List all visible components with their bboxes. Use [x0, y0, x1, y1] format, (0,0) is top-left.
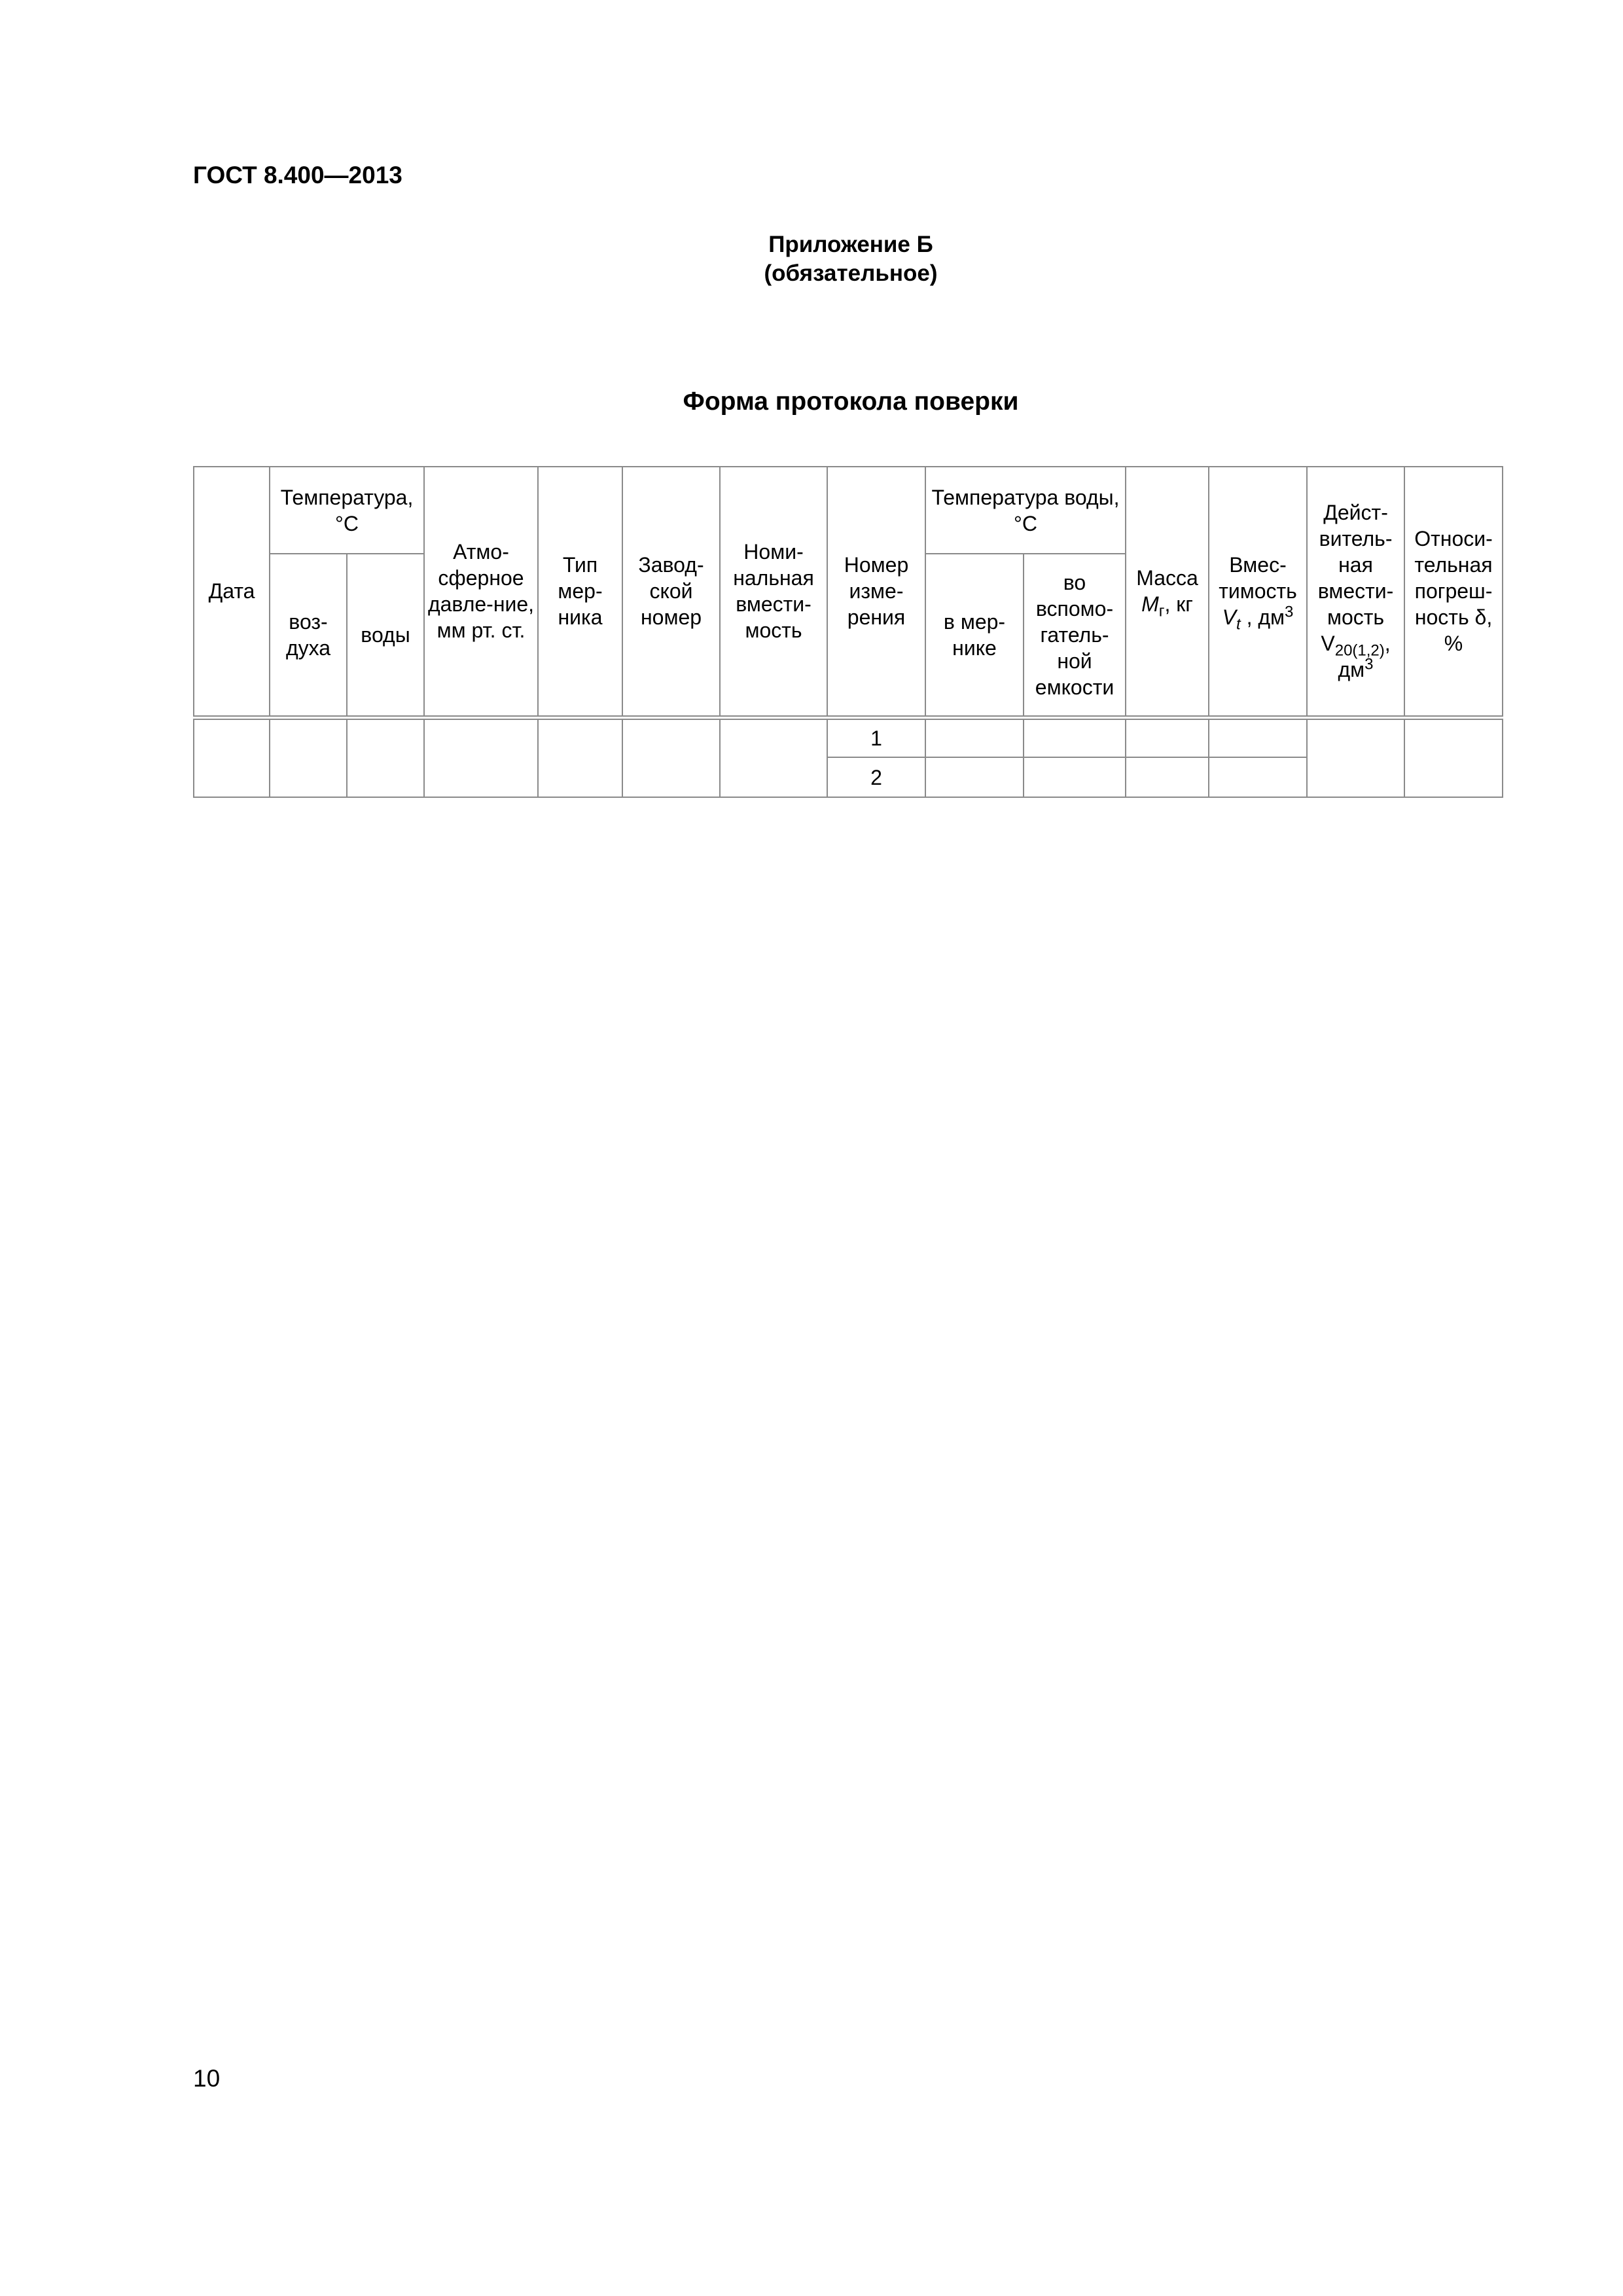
measurement-number-2: 2	[827, 757, 925, 797]
mass-subscript: г	[1158, 602, 1165, 620]
cell-mass-1[interactable]	[1126, 717, 1209, 757]
appendix-title: Приложение Б	[768, 232, 933, 257]
header-pressure: Атмо-сферное давле-ние, мм рт. ст.	[424, 467, 538, 717]
cell-temp-water[interactable]	[347, 717, 424, 797]
standard-designation: ГОСТ 8.400—2013	[193, 162, 402, 188]
appendix-heading	[0, 230, 1623, 288]
cell-in-measure-2[interactable]	[925, 757, 1024, 797]
cell-in-aux-1[interactable]	[1024, 717, 1126, 757]
actual-capacity-symbol: V	[1321, 632, 1335, 656]
capacity-label: Вмес-тимость	[1219, 553, 1297, 603]
cell-relative-error[interactable]	[1404, 717, 1503, 797]
header-water-temperature: Температура воды, °С	[925, 467, 1126, 554]
cell-mass-2[interactable]	[1126, 757, 1209, 797]
cell-capacity-2[interactable]	[1209, 757, 1307, 797]
mass-label: Масса	[1136, 566, 1198, 590]
cell-measure-type[interactable]	[538, 717, 622, 797]
cell-date[interactable]	[194, 717, 270, 797]
header-measure-type: Тип мер-ника	[538, 467, 622, 717]
cell-serial-number[interactable]	[622, 717, 720, 797]
cell-pressure[interactable]	[424, 717, 538, 797]
header-measurement-number: Номер изме-рения	[827, 467, 925, 717]
cell-in-aux-2[interactable]	[1024, 757, 1126, 797]
verification-protocol-table	[193, 466, 1503, 798]
header-serial-number: Завод-ской номер	[622, 467, 720, 717]
actual-capacity-unit: , дм	[1338, 632, 1391, 682]
header-capacity	[1209, 467, 1307, 717]
header-relative-error: Относи-тельная погреш-ность δ, %	[1404, 467, 1503, 717]
cell-temp-air[interactable]	[270, 717, 347, 797]
cell-capacity-1[interactable]	[1209, 717, 1307, 757]
form-title: Форма протокола поверки	[683, 387, 1019, 416]
header-actual-capacity	[1307, 467, 1404, 717]
header-in-aux-vessel: во вспомо-гатель-ной емкости	[1024, 554, 1126, 717]
mass-unit: , кг	[1164, 592, 1193, 617]
header-in-measure: в мер-нике	[925, 554, 1024, 717]
appendix-status: (обязательное)	[764, 260, 938, 286]
cell-nominal-capacity[interactable]	[720, 717, 827, 797]
header-date: Дата	[194, 467, 270, 717]
header-temperature: Температура, °С	[270, 467, 424, 554]
page-number: 10	[193, 2065, 221, 2092]
header-temp-air: воз-духа	[270, 554, 347, 717]
header-mass	[1126, 467, 1209, 717]
capacity-unit: , дм	[1240, 605, 1285, 630]
header-temp-water: воды	[347, 554, 424, 717]
actual-capacity-label: Дейст-витель-ная вмести-мость	[1317, 501, 1394, 630]
header-nominal-capacity: Номи-нальная вмести-мость	[720, 467, 827, 717]
cell-in-measure-1[interactable]	[925, 717, 1024, 757]
mass-symbol: M	[1141, 592, 1159, 617]
capacity-subscript: t	[1236, 615, 1241, 634]
capacity-superscript: 3	[1285, 603, 1294, 621]
capacity-symbol: V	[1222, 605, 1236, 630]
actual-capacity-subscript: 20(1,2)	[1334, 641, 1385, 660]
measurement-number-1: 1	[827, 717, 925, 757]
cell-actual-capacity[interactable]	[1307, 717, 1404, 797]
actual-capacity-superscript: 3	[1364, 655, 1374, 673]
